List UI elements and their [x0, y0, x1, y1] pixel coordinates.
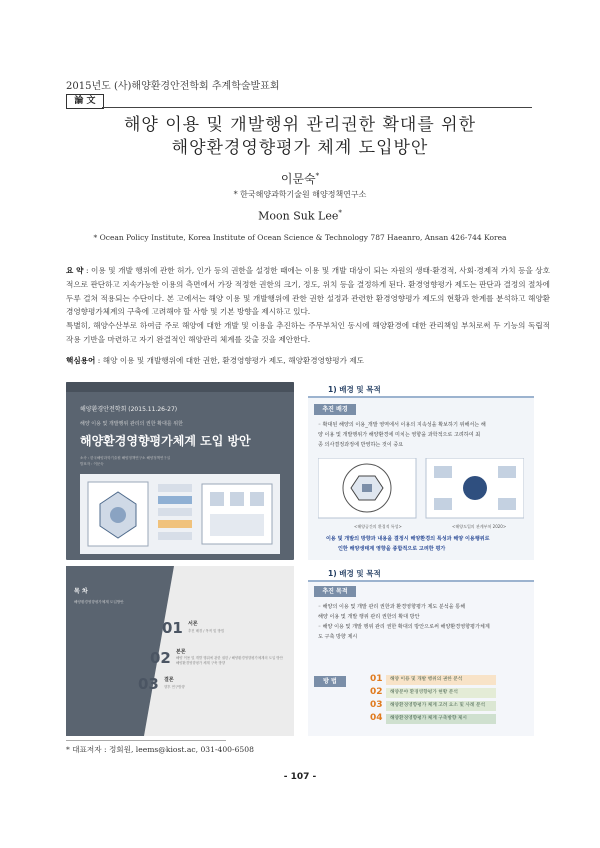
- slide-contents-sidebar: [66, 566, 144, 736]
- author-name-korean: [0, 170, 600, 187]
- conference-header: 2015년도 (사)해양환경안전학회 추계학술발표회: [66, 81, 280, 92]
- contents-item-1: [162, 618, 183, 637]
- slide-purpose-text-2: 해양 이용 및 개발 행위 관리 권한의 확대 방안: [318, 614, 420, 620]
- corresponding-author-footnote: * 대표저자 : 정회원, leems@kiost.ac, 031-400-6508: [66, 745, 254, 754]
- method-step-1-text: 해양 이용 및 개발 행위의 권한 분석: [386, 675, 496, 685]
- slide-title-meta: [80, 455, 170, 467]
- slide-purpose-method-label: 방 법: [314, 676, 346, 687]
- slide-title-presenter: 발표자 : 이문숙: [80, 462, 104, 466]
- slide-title-heading: 해양환경영향평가체계 도입 방안: [80, 434, 251, 448]
- method-step-4-num: 04: [370, 713, 383, 723]
- slide-purpose-heading: 1) 배경 및 목적: [328, 569, 381, 578]
- paper-title-line2: 해양환경영향평가 체계 도입방안: [171, 138, 429, 158]
- author-name-english: [0, 209, 600, 223]
- abstract-paragraph-1: : 이용 및 개발 행위에 관한 허가, 인가 등의 권한을 설정한 때에는 이용 및 개발 대상이 되는 자원의 생태·환경적, 사회·경제적 가치 등을 상호적으로 판단하고 지속가능한 이용의 측면에서 가장 적정한 권한의 크기, 정도, 위치 등을 결정하게 된다. 환경영향평가 제도는 판단과 결정의 절차에 두루 걸쳐 적용되는 수단이다. 본 고에서는 해양 이용 및 개발행위에 관한 권한 설정과 관련한 환경영향평가 제도의 현황과 한계를 분석하고 해양환경영향평가체계의 구축에 고려해야 할 사항 및 기본 방향을 제시하고 있다.: [66, 266, 550, 317]
- author-mark-en: *: [338, 209, 342, 217]
- slide-background-emphasis-2: 인한 해양생태계 영향을 종합적으로 고려한 평가: [338, 546, 446, 552]
- contents-item-3: [138, 674, 159, 693]
- contents-item-2-detail: 해양 이용 및 개발 행위에 관한 권한 / 해양환경영향평가체계의 도입 방안 해양환경영향평가 체계 구축 방향: [176, 656, 283, 665]
- keywords-text: : 해양 이용 및 개발행위에 대한 권한, 환경영향평가 제도, 해양환경영향평가 제도: [95, 356, 365, 365]
- slide-title: [66, 382, 294, 560]
- slide-title-affiliation: 소속 : 한국해양과학기술원 해양정책연구소 해양정책연구실: [80, 456, 171, 460]
- page-number: - 107 -: [283, 772, 317, 782]
- abstract-label: 요 약: [66, 266, 84, 275]
- figure-caption-2: <해양도입의 관계부처 2020>: [452, 524, 507, 529]
- footnote-divider: [66, 740, 226, 741]
- method-step-2-text: 해양분야 환경영향평가 현황 분석: [386, 688, 496, 698]
- slide-background-text-2: 양 이용 및 개발행위가 해양환경에 미치는 영향을 과학적으로 고려하여 최: [318, 432, 481, 438]
- slide-contents: [66, 566, 294, 736]
- slide-purpose-text-3: ◦ 해양 이용 및 개발 행위 관리 권한 확대의 방안으로써 해양환경영향평가체계: [318, 624, 490, 630]
- contents-item-2: [150, 648, 171, 667]
- keywords-label: 핵심용어: [66, 356, 96, 365]
- figure-caption-1: <해양공간의 환경적 특성>: [354, 524, 402, 529]
- contents-item-3-num: 03: [138, 675, 159, 693]
- diagram-illustration: [80, 474, 280, 554]
- method-step-3-num: 03: [370, 700, 383, 710]
- slide-purpose-header: [308, 566, 534, 582]
- contents-item-2-num: 02: [150, 649, 171, 667]
- contents-item-1-num: 01: [162, 619, 183, 637]
- slide-title-conference: 해양환경안전학회 (2015.11.26-27): [80, 406, 178, 413]
- contents-item-3-detail: 향후 연구방향: [164, 685, 185, 689]
- slide-purpose-text: [318, 602, 532, 642]
- author-affiliation-korean: * 한국해양과학기술원 해양정책연구소: [233, 190, 367, 199]
- slide-background-figures: [318, 458, 524, 524]
- method-step-4-text: 해양환경영향평가 체계 구축방향 제시: [386, 714, 496, 724]
- slide-purpose: [308, 566, 534, 736]
- paper-title-line1: 해양 이용 및 개발행위 관리권한 확대를 위한: [123, 115, 477, 135]
- slide-background-heading: 1) 배경 및 목적: [328, 385, 381, 394]
- slide-title-diagram-image: [80, 474, 280, 554]
- slide-background-emphasis-1: 이용 및 개발의 방향과 내용을 결정시 해양환경의 특성과 해양 이용행위로: [326, 536, 490, 542]
- abstract: [66, 264, 550, 347]
- contents-item-2-label: 본론: [176, 649, 186, 655]
- author-affiliation-english: * Ocean Policy Institute, Korea Institute of Ocean Science & Technology 787 Haeanro, Ansan 426-744 Korea: [93, 233, 507, 242]
- slide-background-text-1: ◦ 확대된 해양의 이용_개발 영역에서 이용의 지속성을 확보하기 위해서는 해: [318, 422, 486, 428]
- slide-background-text-3: 종 의사결정과정에 반영하는 것이 중요: [318, 442, 404, 448]
- slide-background: [308, 382, 534, 560]
- method-step-3-text: 해양환경영향평가 체계 고려 요소 및 사례 분석: [386, 701, 496, 711]
- article-type-tag: 論 文: [66, 94, 104, 109]
- slide-contents-heading: 목 차: [74, 588, 88, 595]
- keywords: [66, 355, 550, 366]
- slide-purpose-label: 추진 목적: [314, 586, 356, 597]
- slide-title-subtitle: 해양 이용 및 개발행위 관리의 권한 확대를 위한: [80, 421, 183, 427]
- author-mark: *: [315, 172, 320, 180]
- author-name-en-text: Moon Suk Lee: [258, 209, 339, 223]
- slide-background-text: [318, 420, 530, 450]
- header-divider: [102, 107, 532, 108]
- contents-item-1-detail: 추진 배경 / 목적 및 방법: [188, 629, 225, 633]
- slide-contents-subtitle: 해양환경영향평가체계 도입방안: [74, 600, 124, 604]
- author-name-ko-text: 이문숙: [280, 172, 316, 186]
- contents-item-1-label: 서론: [188, 621, 198, 627]
- slide-purpose-text-1: ◦ 해양의 이용 및 개발 관리 권한과 환경영향평가 제도 분석을 통해: [318, 604, 466, 610]
- abstract-paragraph-2: 특별히, 해양수산부로 하여금 주로 해양에 대한 개발 및 이용을 추진하는 주무부처인 동시에 해양환경에 대한 관리책임 부처로써 두 기능의 독립적 작용 기반을 마련하고 자기 완결적인 해양관리 체계를 갖출 것을 제안한다.: [66, 321, 550, 344]
- slide-background-label: 추진 배경: [314, 404, 356, 415]
- contents-item-3-label: 결론: [164, 677, 174, 683]
- slide-title-topbar: [66, 382, 294, 392]
- slide-purpose-text-4: 도 구축 방향 제시: [318, 634, 358, 640]
- slide-background-header: [308, 382, 534, 398]
- method-step-2-num: 02: [370, 687, 383, 697]
- method-step-1-num: 01: [370, 674, 383, 684]
